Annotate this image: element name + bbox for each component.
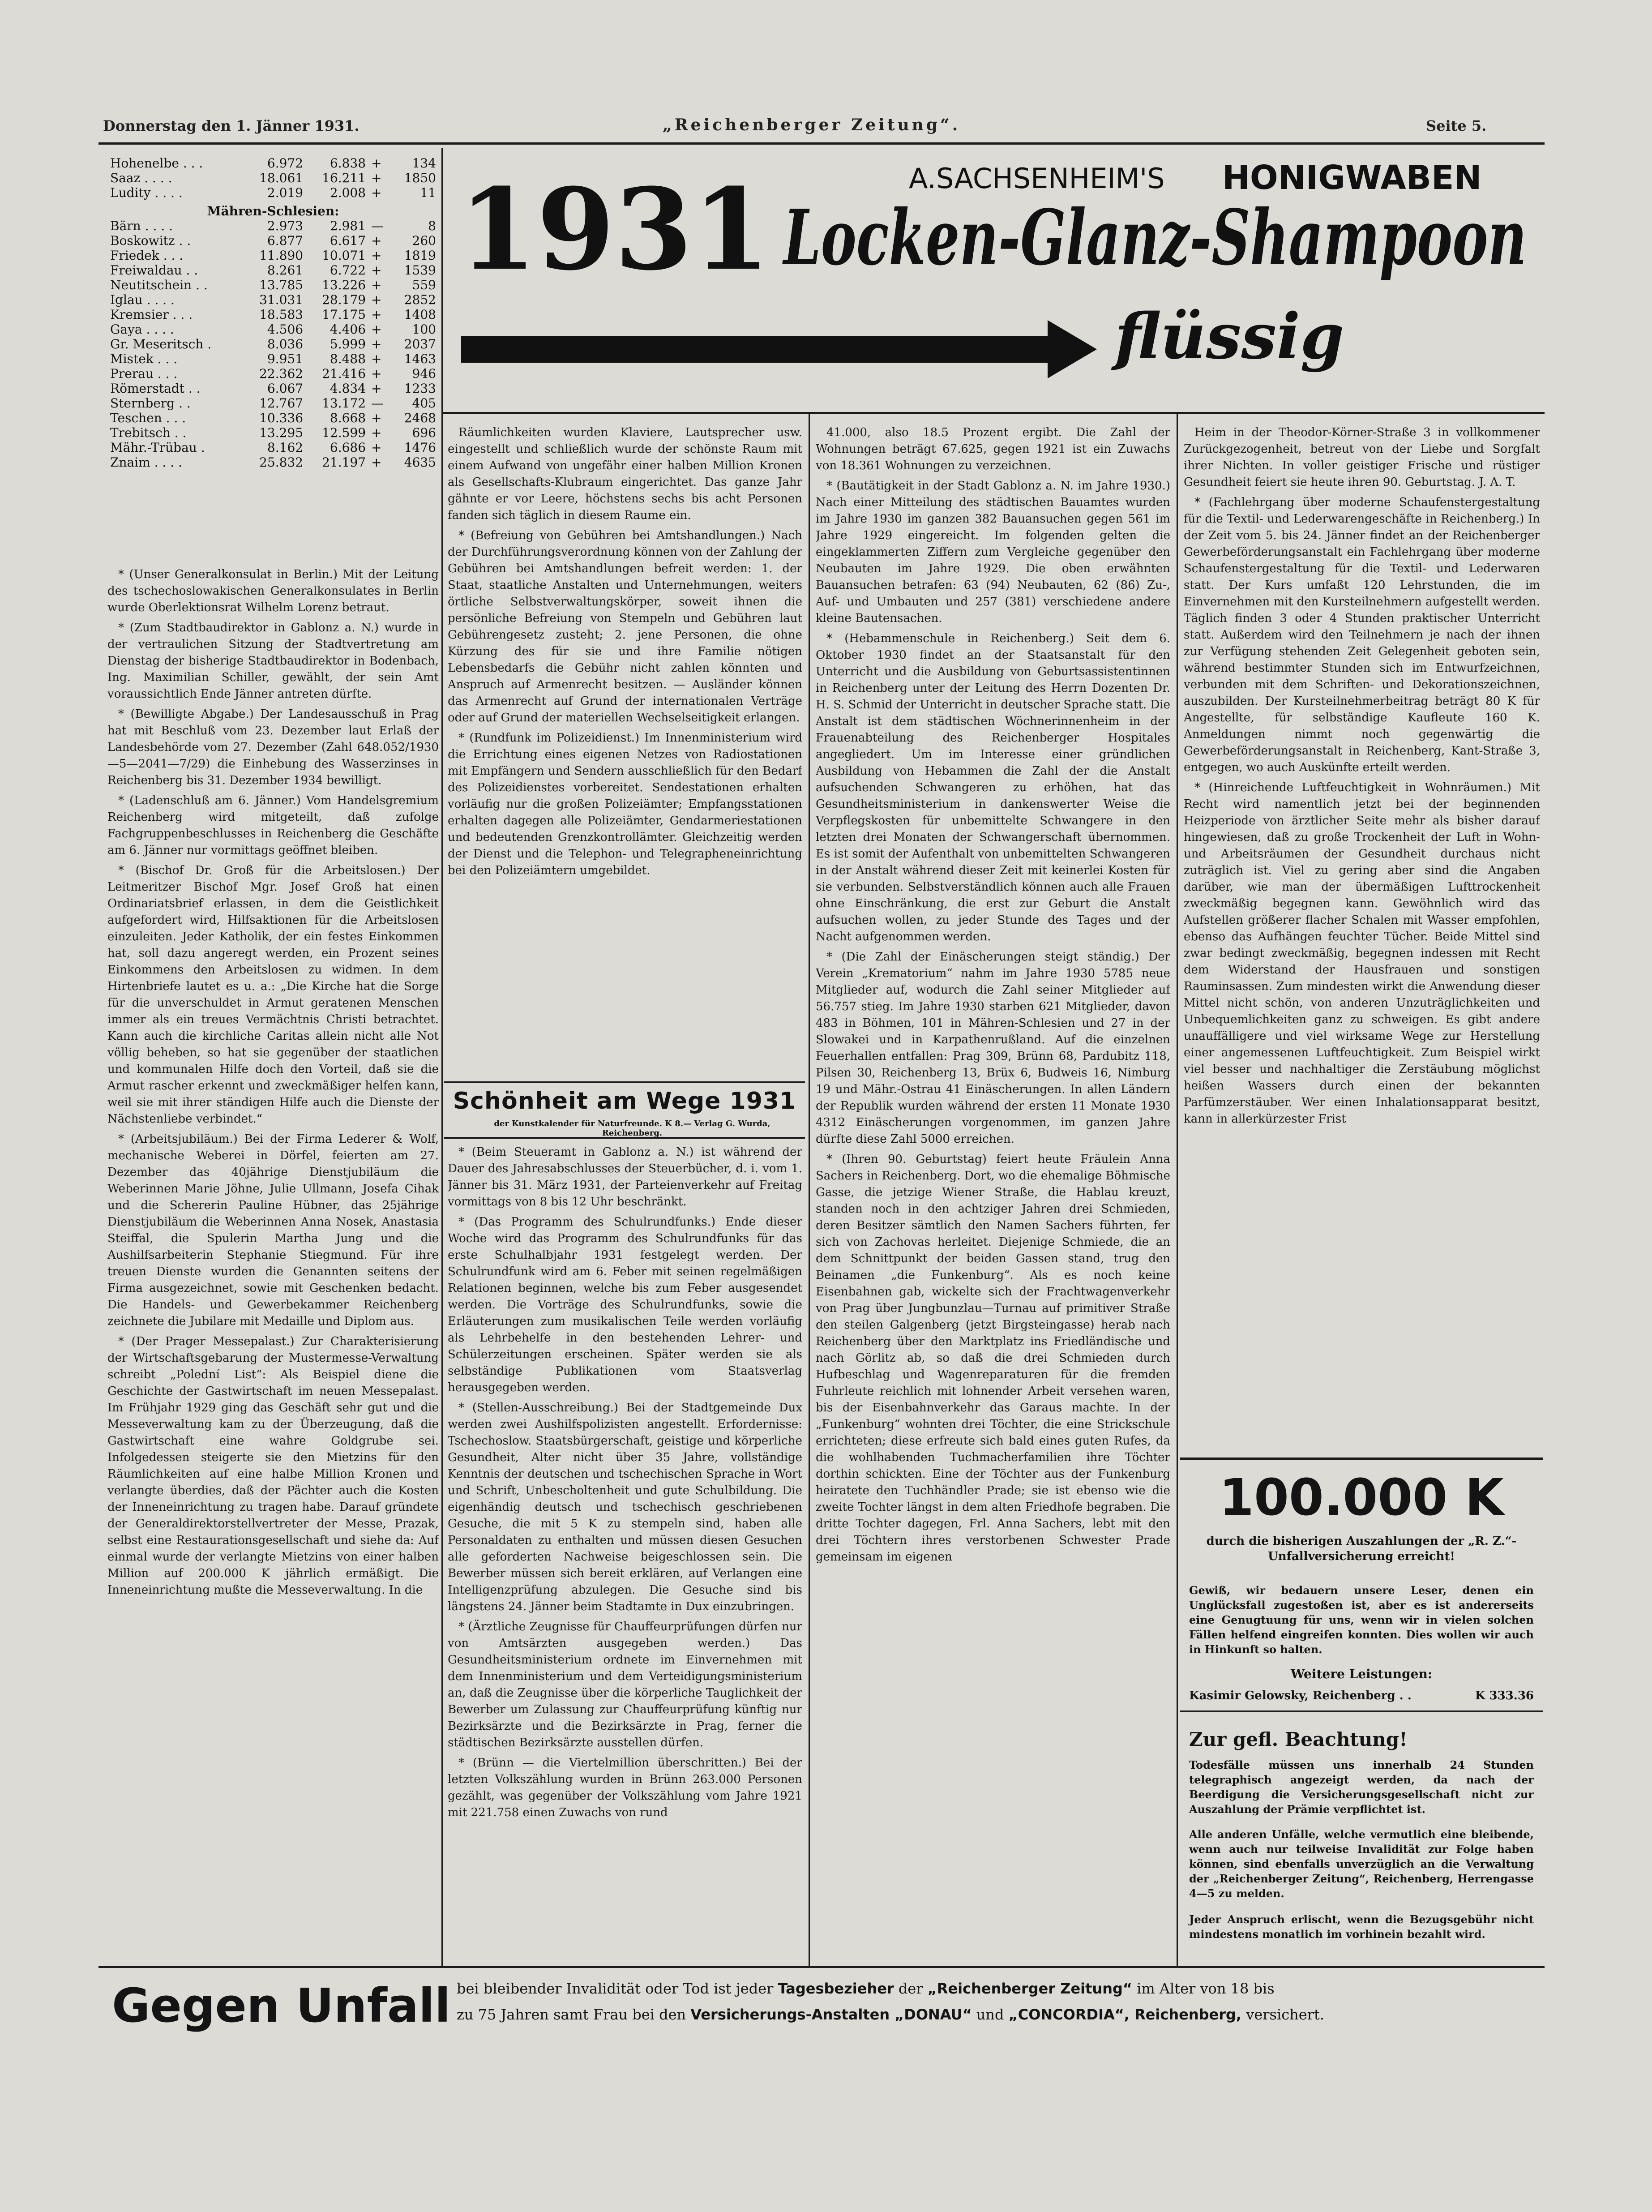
table-row xyxy=(107,425,439,440)
article-paragraph: * (Zum Stadtbaudirektor in Gablonz a. N.) wurde in der vertraulichen Sitzung der Stadtvertretung am Dienstag der bisherige Stadtbaudirektor in Bodenbach, Ing. Maximilian Schiller, gewählt, der sein Amt voraussichtlich Ende Jänner antreten dürfte. xyxy=(107,621,439,701)
payout-text: Gewiß, wir bedauern unsere Leser, denen ein Unglücksfall zugestoßen ist, aber es ist andererseits eine Genugtuung für uns, wenn wir in vielen solchen Fällen helfend eingreifen konnten. Dies wollen wir auch in Hinkunft so halten. xyxy=(1189,1584,1534,1656)
table-row xyxy=(107,307,439,322)
table-cell-name: Neutitschein . . xyxy=(110,278,208,292)
table-row xyxy=(107,219,439,233)
table-cell-sign: + xyxy=(371,233,382,248)
table-cell-b: 28.179 xyxy=(322,292,366,307)
table-cell-sign: + xyxy=(371,248,382,263)
table-cell-d: 1539 xyxy=(404,263,436,278)
article-paragraph: * (Stellen-Ausschreibung.) Bei der Stadtgemeinde Dux werden zwei Aushilfspolizisten angestellt. Erfordernisse: Tschechoslow. Staatsbürgerschaft, geistige und körperliche Gesundheit, Alter nicht über 35 Jahre, vollständige Kenntnis der deutschen und tschechischen Sprache in Wort und Schrift, Unbescholtenheit und gute Schulbildung. Die eigenhändig deutsch und tschechisch geschriebenen Gesuche, die mit 5 K zu stempeln sind, haben alle Personaldaten zu enthalten und müssen diesen Gesuchen alle geforderten Nachweise beigeschlossen sein. Die Bewerber müssen sich bereit erklären, auf Verlangen eine Intelligenzprüfung abzulegen. Die Gesuche sind bis längstens 24. Jänner beim Stadtamte in Dux einzubringen. xyxy=(448,1401,802,1613)
table-cell-name: Trebitsch . . xyxy=(110,425,187,440)
table-cell-d: 1819 xyxy=(404,248,436,263)
article-paragraph: * (Der Prager Messepalast.) Zur Charakterisierung der Wirtschaftsgebarung der Mustermesse-Verwaltung schreibt „Polední List“: Als Beispiel diene die Geschichte der Gastwirtschaft im neuen Messepalast. Im Frühjahr 1929 ging das Geschäft sehr gut und die Messeverwaltung kam zu der Überzeugung, daß die Gastwirtschaft eine wahre Goldgrube sei. Infolgedessen steigerte sie den Mietzins für den Räumlichkeiten auf eine halbe Million Kronen und verlangte überdies, daß der Pächter auch die Kosten der Inneneinrichtung zu tragen habe. Darauf gründete der Generaldirektorstellvertreter der Messe, Prazak, selbst eine Restaurationsgesellschaft und siehe da: Auf einmal wurde der verlangte Mietzins von einer halben Million auf 200.000 K jährlich ermäßigt. Die Inneneinrichtung mußte die Messeverwaltung. In die xyxy=(107,1335,439,1597)
table-row xyxy=(107,366,439,381)
table-cell-d: 1463 xyxy=(404,352,436,366)
table-cell-d: 4635 xyxy=(404,455,436,470)
table-cell-sign: + xyxy=(371,337,382,352)
article-paragraph: * (Arbeitsjubiläum.) Bei der Firma Lederer & Wolf, mechanische Weberei in Dörfel, feierten am 27. Dezember das 40jährige Dienstjubiläum die Weberinnen Marie Jöhne, Julie Ullmann, Josefa Cihak und die Schererin Pauline Hübner, das 25jährige Dienstjubiläum die Weberinnen Anna Nosek, Anastasia Steiffal, die Spulerin Martha Jung und die Aushilfsarbeiterin Stephanie Stiegmund. Für ihre treuen Dienste wurden die Genannten seitens der Firma ausgezeichnet, sowie mit Geschenken bedacht. Die Handels- und Gewerbekammer Reichenberg zeichnete die Jubilare mit Medaille und Diplom aus. xyxy=(107,1132,439,1328)
table-row xyxy=(107,292,439,307)
table-row xyxy=(107,171,439,185)
article-paragraph: * (Beim Steueramt in Gablonz a. N.) ist während der Dauer des Jahresabschlusses der Steuerbücher, d. i. vom 1. Jänner bis 31. März 1931, der Parteienverkehr auf Freitag vormittags von 8 bis 12 Uhr beschränkt. xyxy=(448,1145,802,1209)
table-cell-b: 8.668 xyxy=(330,411,366,425)
table-cell-name: Znaim . . . . xyxy=(110,455,182,470)
table-cell-b: 4.406 xyxy=(330,322,366,337)
table-cell-a: 31.031 xyxy=(259,292,304,307)
article-paragraph: * (Hinreichende Luftfeuchtigkeit in Wohnräumen.) Mit Recht wird namentlich jetzt bei der beginnenden Heizperiode von ärztlicher Seite mehr als bisher darauf hingewiesen, daß zu große Trockenheit der Luft in Wohn- und Arbeitsräumen der Gesundheit durchaus nicht zuträglich ist. Viel zu gering aber sind die Angaben darüber, wie man der übermäßigen Lufttrockenheit zweckmäßig begegnen kann. Gewöhnlich wird das Aufstellen größerer flacher Schalen mit Wasser empfohlen, ebenso das Aufhängen feuchter Tücher. Beide Mittel sind zwar bedingt zweckmäßig, begegnen indessen mit Recht dem Widerstand der Hausfrauen und sonstigen Rauminsassen. Zum mindesten wirkt die Anwendung dieser Mittel nicht schön, von anderen Unzuträglichkeiten und Unbequemlichkeiten ganz zu schweigen. Es gibt andere unauffälligere und viel wirksame Wege zur Herstellung einer angemessenen Luftfeuchtigkeit. Zum Beispiel wirkt viel besser und nachhaltiger die Zerstäubung möglichst heißen Wassers durch einen der bekannten Parfümzerstäuber. Wer einen Inhalationsapparat besitzt, kann in allerkürzester Frist xyxy=(1184,781,1540,1126)
table-cell-b: 16.211 xyxy=(322,171,366,185)
table-cell-name: Kremsier . . . xyxy=(110,307,193,322)
table-cell-d: 260 xyxy=(412,233,436,248)
table-cell-b: 13.226 xyxy=(322,278,366,292)
table-cell-b: 6.686 xyxy=(330,440,366,455)
footer-ad-title: Gegen Unfall xyxy=(112,1978,451,2033)
table-row xyxy=(107,322,439,337)
article-paragraph: Heim in der Theodor-Körner-Straße 3 in vollkommener Zurückgezogenheit, betreut von der Liebe und Sorgfalt ihrer Nichten. In voller geistiger Frische und rüstiger Gesundheit feiert sie heute ihren 90. Geburtstag. J. A. T. xyxy=(1184,426,1540,489)
footer-ad-line-2e: versichert. xyxy=(1246,2006,1324,2023)
table-cell-a: 6.972 xyxy=(267,156,304,171)
table-cell-d: 134 xyxy=(412,156,436,171)
table-cell-b: 5.999 xyxy=(330,337,366,352)
table-cell-b: 6.617 xyxy=(330,233,366,248)
table-cell-a: 12.767 xyxy=(259,396,304,411)
table-cell-name: Bärn . . . . xyxy=(110,219,173,233)
table-cell-sign: + xyxy=(371,278,382,292)
table-cell-name: Saaz . . . . xyxy=(110,171,172,185)
footer-ad-line-1 xyxy=(457,1980,1531,1997)
shampoo-ad-graphic xyxy=(443,148,1545,412)
table-cell-d: 2037 xyxy=(404,337,436,352)
table-cell-sign: + xyxy=(371,352,382,366)
table-cell-a: 18.583 xyxy=(259,307,304,322)
article-paragraph: * (Ärztliche Zeugnisse für Chauffeurprüfungen dürfen nur von Amtsärzten ausgegeben werden.) Das Gesundheitsministerium ordnete im Einvernehmen mit dem Innenministerium und dem Verteidigungsministerium an, daß die Zeugnisse über die körperliche Tauglichkeit der Bewerber um Zulassung zur Chauffeurprüfung künftig nur Bezirksärzte und die Bezirksärzte in Prag, ferner die städtischen Bezirksärzte ausstellen dürfen. xyxy=(448,1620,802,1749)
footer-ad-line-2b: Versicherungs-Anstalten „DONAU“ xyxy=(690,2006,972,2023)
table-cell-a: 9.951 xyxy=(267,352,304,366)
shampoo-advertisement xyxy=(443,148,1545,414)
table-cell-a: 11.890 xyxy=(259,248,304,263)
footer-ad-line-1a: bei bleibender Invalidität oder Tod ist jeder xyxy=(457,1980,774,1997)
payout-divider xyxy=(1180,1710,1543,1712)
article-paragraph: * (Rundfunk im Polizeidienst.) Im Innenministerium wird die Errichtung eines eigenen Netzes von Radiostationen mit Empfängern und Sendern ausschließlich für den Bedarf des Polizeidienstes vorbereitet. Sendestationen erhalten vorläufig nur die großen Polizeiämter; Empfangsstationen erhalten dagegen alle Polizeiämter, Gendarmeriestationen und bedeutenden Grenzkontrollämter. Gleichzeitig werden der Dienst und die Telephon- und Telegrapheneinrichtung bei den Polizeiämtern umgebildet. xyxy=(448,731,802,877)
table-cell-name: Sternberg . . xyxy=(110,396,191,411)
table-cell-d: 8 xyxy=(428,219,436,233)
table-section-heading: Mähren-Schlesien: xyxy=(207,204,339,219)
column-1 xyxy=(107,566,439,1961)
table-cell-b: 6.838 xyxy=(330,156,366,171)
table-row xyxy=(107,411,439,425)
article-paragraph: Räumlichkeiten wurden Klaviere, Lautsprecher usw. eingestellt und schließlich wurde der schönste Raum mit einem Aufwand von ungefähr einer halben Million Kronen als Gesellschafts-Klubraum eingerichtet. Das ganze Jahr gähnte er vor Leere, höchstens sechs bis acht Personen fanden sich täglich in diesem Raume ein. xyxy=(448,426,802,522)
table-cell-sign: + xyxy=(371,381,382,396)
table-cell-sign: + xyxy=(371,455,382,470)
column-4 xyxy=(1184,424,1540,1450)
table-cell-d: 405 xyxy=(412,396,436,411)
table-cell-a: 6.877 xyxy=(267,233,304,248)
notice-death: Todesfälle müssen uns innerhalb 24 Stunden telegraphisch angezeigt werden, da nach der Beerdigung die Versicherungsgesellschaft nicht zur Auszahlung der Prämie verpflichtet ist. xyxy=(1189,1758,1534,1816)
table-cell-sign: + xyxy=(371,411,382,425)
table-row xyxy=(107,185,439,200)
footer-rule xyxy=(98,1966,1545,1968)
table-row xyxy=(107,396,439,411)
footer-ad-line-1c: der xyxy=(898,1980,923,1997)
header-masthead: „Reichenberger Zeitung“. xyxy=(663,116,961,134)
table-cell-name: Gr. Meseritsch . xyxy=(110,337,212,352)
table-cell-name: Römerstadt . . xyxy=(110,381,201,396)
table-cell-sign: + xyxy=(371,307,382,322)
table-cell-a: 25.832 xyxy=(259,455,304,470)
table-cell-d: 696 xyxy=(412,425,436,440)
table-cell-name: Mistek . . . xyxy=(110,352,178,366)
table-cell-a: 13.295 xyxy=(259,425,304,440)
table-cell-d: 946 xyxy=(412,366,436,381)
header-rule xyxy=(98,142,1545,145)
further-benefits-label: Weitere Leistungen: xyxy=(1290,1667,1433,1681)
table-cell-b: 10.071 xyxy=(322,248,366,263)
table-cell-sign: + xyxy=(371,366,382,381)
table-row xyxy=(107,278,439,292)
table-cell-b: 17.175 xyxy=(322,307,366,322)
ad-year: 1931 xyxy=(459,163,770,295)
column-rule-1 xyxy=(441,148,443,1966)
table-cell-a: 10.336 xyxy=(259,411,304,425)
table-cell-d: 1850 xyxy=(404,171,436,185)
table-cell-name: Friedek . . . xyxy=(110,248,184,263)
table-cell-d: 1476 xyxy=(404,440,436,455)
table-row xyxy=(107,248,439,263)
table-cell-d: 559 xyxy=(412,278,436,292)
article-paragraph: * (Bewilligte Abgabe.) Der Landesausschuß in Prag hat mit Beschluß vom 23. Dezember laut Erlaß der Landesbehörde vom 27. Dezember (Zahl 648.052/1930—5—2041—7/29) die Einhebung des Wasserzinses in Reichenberg bis 31. Dezember 1934 bewilligt. xyxy=(107,707,439,787)
table-cell-b: 2.008 xyxy=(330,185,366,200)
table-cell-name: Mähr.-Trübau . xyxy=(110,440,205,455)
table-cell-b: 21.197 xyxy=(322,455,366,470)
calendar-ad-fineprint: der Kunstkalender für Naturfreunde. K 8.— Verlag G. Wurda, Reichenberg. xyxy=(494,1119,770,1138)
article-paragraph: * (Die Zahl der Einäscherungen steigt ständig.) Der Verein „Krematorium“ nahm im Jahre 1930 5785 neue Mitglieder auf, wodurch die Zahl seiner Mitglieder auf 56.757 stieg. Im Jahre 1930 starben 621 Mitglieder, davon 483 in Böhmen, 101 in Mähren-Schlesien und 27 in der Slowakei und in Karpathenrußland. Auf die einzelnen Feuerhallen entfallen: Prag 309, Brünn 68, Pardubitz 118, Pilsen 30, Reichenberg 13, Brüx 6, Budweis 16, Nimburg 19 und Mähr.-Ostrau 41 Einäscherungen. In allen Ländern der Republik wurden während der ersten 11 Monate 1930 4312 Einäscherungen vorgenommen, im ganzen Jahre dürfte diese Zahl 5000 erreichen. xyxy=(816,950,1170,1146)
table-cell-name: Prerau . . . xyxy=(110,366,178,381)
table-cell-b: 2.981 xyxy=(330,219,366,233)
notice-claim: Jeder Anspruch erlischt, wenn die Bezugsgebühr nicht mindestens monatlich im vorhinein bezahlt wird. xyxy=(1189,1913,1534,1941)
table-cell-sign: + xyxy=(371,156,382,171)
footer-ad-line-2 xyxy=(457,2006,1531,2023)
payout-amount: K 333.36 xyxy=(1475,1689,1534,1702)
table-cell-name: Iglau . . . . xyxy=(110,292,175,307)
article-paragraph: 41.000, also 18.5 Prozent ergibt. Die Zahl der Wohnungen beträgt 67.625, gegen 1921 ist ein Zuwachs von 18.361 Wohnungen zu verzeichnen. xyxy=(816,426,1170,472)
article-paragraph: * (Hebammenschule in Reichenberg.) Seit dem 6. Oktober 1930 findet an der Staatsanstalt für den Unterricht und die Ausbildung von Geburtsassistentinnen in Reichenberg unter der Leitung des Herrn Dozenten Dr. H. S. Schmid der Unterricht in deutscher Sprache statt. Die Anstalt ist dem städtischen Wöchnerinnenheim in der Frauenabteilung des Reichenberger Hospitales angegliedert. Um im Interesse einer gründlichen Ausbildung von Hebammen die Zahl der die Anstalt aufsuchenden Schwangeren zu erhöhen, hat das Gesundheitsministerium in dankenswerter Weise die Verpflegskosten für unbemittelte Schwangere in den letzten drei Monaten der Schwangerschaft übernommen. Es ist somit der Aufenthalt von unbemittelten Schwangeren in der Anstalt während dieser Zeit mit keinerlei Kosten für sie verbunden. Selbstverständlich können auch alle Frauen ohne Einschränkung, die erst zur Geburt die Anstalt aufsuchen wollen, zu jeder Stunde des Tages und der Nacht aufgenommen werden. xyxy=(816,632,1170,943)
table-cell-sign: + xyxy=(371,171,382,185)
table-section-row xyxy=(107,200,439,219)
article-paragraph: * (Brünn — die Viertelmillion überschritten.) Bei der letzten Volkszählung wurden in Brünn 263.000 Personen gezählt, was gegenüber der Volkszählung vom Jahre 1921 mit 221.758 einen Zuwachs von rund xyxy=(448,1756,802,1819)
table-cell-sign: + xyxy=(371,185,382,200)
article-paragraph: * (Fachlehrgang über moderne Schaufenstergestaltung für die Textil- und Lederwarengeschäfte in Reichenberg.) In der Zeit vom 5. bis 24. Jänner findet an der Reichenberger Gewerbeförderungsanstalt ein Fachlehrgang über moderne Schaufenstergestaltung für die Textil- und Lederwaren statt. Der Kurs umfaßt 120 Lehrstunden, die im Einvernehmen mit den Kursteilnehmern aufgestellt werden. Täglich finden 3 oder 4 Stunden praktischer Unterricht statt. Außerdem wird den Teilnehmern je nach der ihnen zur Verfügung stehenden Zeit Gelegenheit geboten sein, während bestimmter Stunden sich im Entwurfzeichnen, verbunden mit dem Schriften- und Dekorationszeichnen, auszubilden. Der Kursteilnehmerbeitrag beträgt 80 K für Angestellte, für selbständige Kaufleute 160 K. Anmeldungen nimmt noch gegenwärtig die Gewerbeförderungsanstalt in Reichenberg, Kant-Straße 3, entgegen, wo auch Auskünfte erteilt werden. xyxy=(1184,496,1540,774)
table-cell-a: 22.362 xyxy=(259,366,304,381)
notice-accidents: Alle anderen Unfälle, welche vermutlich eine bleibende, wenn auch nur teilweise Invalidität zur Folge haben können, sind ebenfalls unverzüglich an die Verwaltung der „Reichenberger Zeitung“, Reichenberg, Herrengasse 4—5 zu melden. xyxy=(1189,1828,1534,1900)
table-cell-d: 2852 xyxy=(404,292,436,307)
table-cell-name: Gaya . . . . xyxy=(110,322,174,337)
column-3 xyxy=(816,424,1170,1961)
table-cell-sign: + xyxy=(371,292,382,307)
table-row xyxy=(107,156,439,171)
table-cell-b: 13.172 xyxy=(322,396,366,411)
ad-subtitle: flüssig xyxy=(1115,300,1344,373)
footer-ad-line-2c: und xyxy=(976,2006,1004,2023)
table-cell-a: 8.036 xyxy=(267,337,304,352)
table-row xyxy=(107,352,439,366)
column-2-lower xyxy=(448,1144,802,1961)
table-cell-sign: — xyxy=(371,219,384,233)
table-cell-a: 4.506 xyxy=(267,322,304,337)
notice-title: Zur gefl. Beachtung! xyxy=(1189,1728,1408,1750)
table-cell-b: 6.722 xyxy=(330,263,366,278)
ad-brand: A.SACHSENHEIM'S xyxy=(909,162,1165,195)
table-cell-b: 8.488 xyxy=(330,352,366,366)
article-paragraph: * (Befreiung von Gebühren bei Amtshandlungen.) Nach der Durchführungsverordnung können von der Zahlung der Gebühren bei Amtshandlungen befreit werden: 1. der Staat, staatliche Anstalten und Unternehmungen, weiters örtliche Selbstverwaltungskörper, soweit ihnen die persönliche Befreiung von Stempeln und Gebühren laut Gebührengesetz zusteht; 2. jene Personen, die ohne Kürzung des für sie und ihre Familie nötigen Lebensbedarfs die Gebühr nicht zahlen könnten und Anspruch auf Armenrecht besitzen. — Ausländer können das Armenrecht auf Grund der internationalen Verträge oder auf Grund der materiellen Wechselseitigkeit erlangen. xyxy=(448,529,802,724)
payout-recipient: Kasimir Gelowsky, Reichenberg . . xyxy=(1189,1689,1412,1702)
payout-total: 100.000 K xyxy=(1219,1469,1504,1527)
table-row xyxy=(107,440,439,455)
article-paragraph: * (Ladenschluß am 6. Jänner.) Vom Handelsgremium Reichenberg wird mitgeteilt, daß zufolge Fachgruppenbeschlusses in Reichenberg die Geschäfte am 6. Jänner nur vormittags geöffnet bleiben. xyxy=(107,794,439,857)
table-cell-d: 1233 xyxy=(404,381,436,396)
ad-arrow-icon xyxy=(461,320,1097,378)
column-rule-2 xyxy=(809,412,810,1966)
footer-ad-line-1d: „Reichenberger Zeitung“ xyxy=(927,1980,1132,1997)
population-table xyxy=(107,156,439,470)
ad-brand-word: HONIGWABEN xyxy=(1222,159,1482,197)
header-page-number: Seite 5. xyxy=(1426,117,1487,134)
calendar-ad-title: Schönheit am Wege 1931 xyxy=(453,1088,796,1115)
table-row xyxy=(107,233,439,248)
table-cell-sign: + xyxy=(371,322,382,337)
table-cell-sign: + xyxy=(371,263,382,278)
table-cell-name: Freiwaldau . . xyxy=(110,263,198,278)
table-cell-sign: + xyxy=(371,440,382,455)
header-date: Donnerstag den 1. Jänner 1931. xyxy=(103,117,360,134)
table-cell-b: 12.599 xyxy=(322,425,366,440)
footer-insurance-ad xyxy=(98,1970,1545,2037)
footer-ad-line-2a: zu 75 Jahren samt Frau bei den xyxy=(457,2006,686,2023)
table-row xyxy=(107,337,439,352)
table-cell-name: Teschen . . . xyxy=(110,411,186,425)
footer-ad-line-1b: Tagesbezieher xyxy=(778,1980,894,1997)
table-cell-a: 2.973 xyxy=(267,219,304,233)
table-cell-a: 2.019 xyxy=(267,185,304,200)
table-cell-a: 8.261 xyxy=(267,263,304,278)
table-cell-b: 4.834 xyxy=(330,381,366,396)
table-cell-name: Hohenelbe . . . xyxy=(110,156,203,171)
payout-lead: durch die bisherigen Auszahlungen der „R. Z.“-Unfallversicherung erreicht! xyxy=(1206,1535,1517,1563)
table-cell-d: 1408 xyxy=(404,307,436,322)
table-cell-d: 2468 xyxy=(404,411,436,425)
table-cell-sign: + xyxy=(371,425,382,440)
table-cell-a: 6.067 xyxy=(267,381,304,396)
insurance-payout-box xyxy=(1180,1458,1543,1966)
article-paragraph: * (Bautätigkeit in der Stadt Gablonz a. N. im Jahre 1930.) Nach einer Mitteilung des städtischen Bauamtes wurden im Jahre 1930 im ganzen 382 Bauansuchen gegen 561 im Jahre 1929 eingereicht. Im folgenden gelten die eingeklammerten Ziffern zum Vergleiche gegenüber den Neubauten im Jahre 1929. Die oben erwähnten Bauansuchen betrafen: 63 (94) Neubauten, 62 (86) Zu-, Auf- und Umbauten und 257 (381) verschiedene andere kleine Bautensachen. xyxy=(816,479,1170,625)
table-row xyxy=(107,455,439,470)
article-paragraph: * (Unser Generalkonsulat in Berlin.) Mit der Leitung des tschechoslowakischen Generalkonsulates in Berlin wurde Oberlektionsrat Wilhelm Lorenz betraut. xyxy=(107,568,439,614)
calendar-advertisement xyxy=(444,1081,805,1139)
table-cell-b: 21.416 xyxy=(322,366,366,381)
footer-ad-line-2d: „CONCORDIA“, Reichenberg, xyxy=(1008,2006,1242,2023)
article-paragraph: * (Ihren 90. Geburtstag) feiert heute Fräulein Anna Sachers in Reichenberg. Dort, wo die ehemalige Böhmische Gasse, die jetzige Wiener Straße, die Hablau kreuzt, standen noch in den achtziger Jahren drei Schmieden, deren Besitzer sämtlich den Namen Sachers führten, fer sich von Zachovas herleitet. Diejenige Schmiede, die an dem Schnittpunkt der beiden Gassen stand, trug den Beinamen „die Funkenburg“. Als es noch keine Eisenbahnen gab, wickelte sich der Frachtwagenverkehr von Prag über Jungbunzlau—Turnau auf primitiver Straße den steilen Galgenberg (jetzt Birgsteingasse) herab nach Reichenberg über den Marktplatz ins Friedländische und nach Görlitz ab, so daß die drei Schmieden durch Hufbeschlag und Wagenreparaturen für die fremden Fuhrleute reichlich mit lohnender Arbeit versehen waren, bis der Eisenbahnverkehr das Garaus machte. In der „Funkenburg“ wohnten drei Töchter, die eine Strickschule errichteten; diese erfreute sich bald eines guten Rufes, da die wohlhabenden Tuchmacherfamilien ihre Töchter dorthin schickten. Eine der Töchter aus der Funkenburg heiratete den Tuchhändler Prade; sie ist ebenso wie die zweite Tochter längst in dem alten Friedhofe begraben. Die dritte Tochter dagegen, Frl. Anna Sachers, lebt mit den drei Töchtern ihres verstorbenen Schwester Prade gemeinsam im eigenen xyxy=(816,1153,1170,1564)
table-cell-name: Ludity . . . . xyxy=(110,185,183,200)
article-paragraph: * (Das Programm des Schulrundfunks.) Ende dieser Woche wird das Programm des Schulrundfunks für das erste Schulhalbjahr 1931 festgelegt werden. Der Schulrundfunk wird am 6. Feber mit seinen regelmäßigen Relationen beginnen, welche bis zum Feber ausgesendet werden. Die Vorträge des Schulrundfunks, sowie die Erläuterungen zum musikalischen Teile werden vorläufig als Lehrbehelfe in den bestehenden Lehrer- und Schülerzeitungen erscheinen. Später werden sie als selbständige Publikationen vom Staatsverlag herausgegeben werden. xyxy=(448,1215,802,1394)
table-cell-a: 18.061 xyxy=(259,171,304,185)
column-rule-3 xyxy=(1177,412,1178,1966)
table-cell-d: 100 xyxy=(412,322,436,337)
table-cell-d: 11 xyxy=(420,185,436,200)
table-row xyxy=(107,381,439,396)
footer-ad-line-1e: im Alter von 18 bis xyxy=(1137,1980,1275,1997)
table-cell-a: 8.162 xyxy=(267,440,304,455)
ad-product-name: Locken-Glanz-Shampoon xyxy=(782,193,1527,283)
table-cell-a: 13.785 xyxy=(259,278,304,292)
table-row xyxy=(107,263,439,278)
table-cell-name: Boskowitz . . xyxy=(110,233,191,248)
column-2-upper xyxy=(448,424,802,1078)
article-paragraph: * (Bischof Dr. Groß für die Arbeitslosen.) Der Leitmeritzer Bischof Mgr. Josef Groß hat einen Ordinariatsbrief erlassen, in dem die Geistlichkeit aufgefordert wird, Hilfsaktionen für die Arbeitslosen einzuleiten. Jeder Katholik, der ein festes Einkommen hat, soll dazu angeregt werden, ein Prozent seines Einkommens den Arbeitslosen zu widmen. In dem Hirtenbriefe lautet es u. a.: „Die Kirche hat die Sorge für die unverschuldet in Armut geratenen Menschen immer als ein treues Vermächtnis Christi betrachtet. Kann auch die kirchliche Caritas allein nicht alle Not völlig beheben, so hat sie gegenüber der staatlichen und kommunalen Hilfe doch den Vorteil, daß sie die Armut rascher erkennt und zweckmäßiger helfen kann, weil sie mit ihrer ständigen Hilfe auch die Dienste der Nächstenliebe verbindet.“ xyxy=(107,864,439,1126)
table-cell-sign: — xyxy=(371,396,384,411)
